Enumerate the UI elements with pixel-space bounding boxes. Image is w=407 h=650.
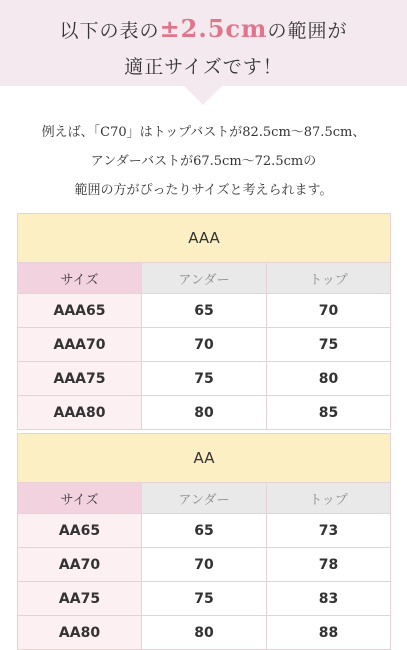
table-row: [18, 548, 391, 582]
under-cell: 65: [142, 514, 267, 548]
table-header-row: [18, 263, 391, 294]
size-cell: AA65: [18, 514, 142, 548]
size-cell: AAA75: [18, 362, 142, 396]
description-line-3: 範囲の方がぴったりサイズと考えられます。: [74, 183, 333, 198]
table-row: [18, 514, 391, 548]
top-cell: 78: [267, 548, 391, 582]
banner-suffix: の範囲が: [267, 20, 348, 42]
top-cell: 80: [267, 362, 391, 396]
banner-line-2: 適正サイズです！: [124, 56, 283, 78]
under-cell: 70: [142, 548, 267, 582]
top-cell: 88: [267, 616, 391, 650]
size-cell: AA70: [18, 548, 142, 582]
description-line-2: アンダーバストが67.5cm～72.5cmの: [90, 154, 317, 169]
under-cell: 80: [142, 616, 267, 650]
table-row: [18, 616, 391, 650]
size-cell: AAA80: [18, 396, 142, 430]
under-cell: 75: [142, 362, 267, 396]
top-cell: 73: [267, 514, 391, 548]
top-cell: 70: [267, 294, 391, 328]
size-cell: AAA70: [18, 328, 142, 362]
header-banner: [0, 0, 407, 106]
under-cell: 75: [142, 582, 267, 616]
table-row: [18, 582, 391, 616]
top-cell: 75: [267, 328, 391, 362]
table-row: [18, 328, 391, 362]
banner-line-1: [0, 14, 407, 43]
description-text: [0, 118, 407, 205]
header-top: トップ: [267, 263, 391, 294]
table-title-row: [18, 214, 391, 263]
header-top: トップ: [267, 483, 391, 514]
table-title: AAA: [18, 214, 391, 263]
under-cell: 80: [142, 396, 267, 430]
table-row: [18, 362, 391, 396]
table-row: [18, 294, 391, 328]
tolerance-highlight: ±2.5cm: [159, 14, 268, 43]
under-cell: 70: [142, 328, 267, 362]
header-size: サイズ: [18, 263, 142, 294]
size-cell: AA75: [18, 582, 142, 616]
table-row: [18, 396, 391, 430]
header-under: アンダー: [142, 263, 267, 294]
header-under: アンダー: [142, 483, 267, 514]
top-cell: 83: [267, 582, 391, 616]
top-cell: 85: [267, 396, 391, 430]
size-table-aaa: [17, 213, 391, 430]
table-title: AA: [18, 434, 391, 483]
size-cell: AAA65: [18, 294, 142, 328]
size-table-aa: [17, 433, 391, 650]
table-title-row: [18, 434, 391, 483]
under-cell: 65: [142, 294, 267, 328]
size-cell: AA80: [18, 616, 142, 650]
banner-prefix: 以下の表の: [59, 20, 160, 42]
header-size: サイズ: [18, 483, 142, 514]
table-header-row: [18, 483, 391, 514]
description-line-1: 例えば、「C70」はトップバストが82.5cm～87.5cm、: [41, 125, 366, 140]
